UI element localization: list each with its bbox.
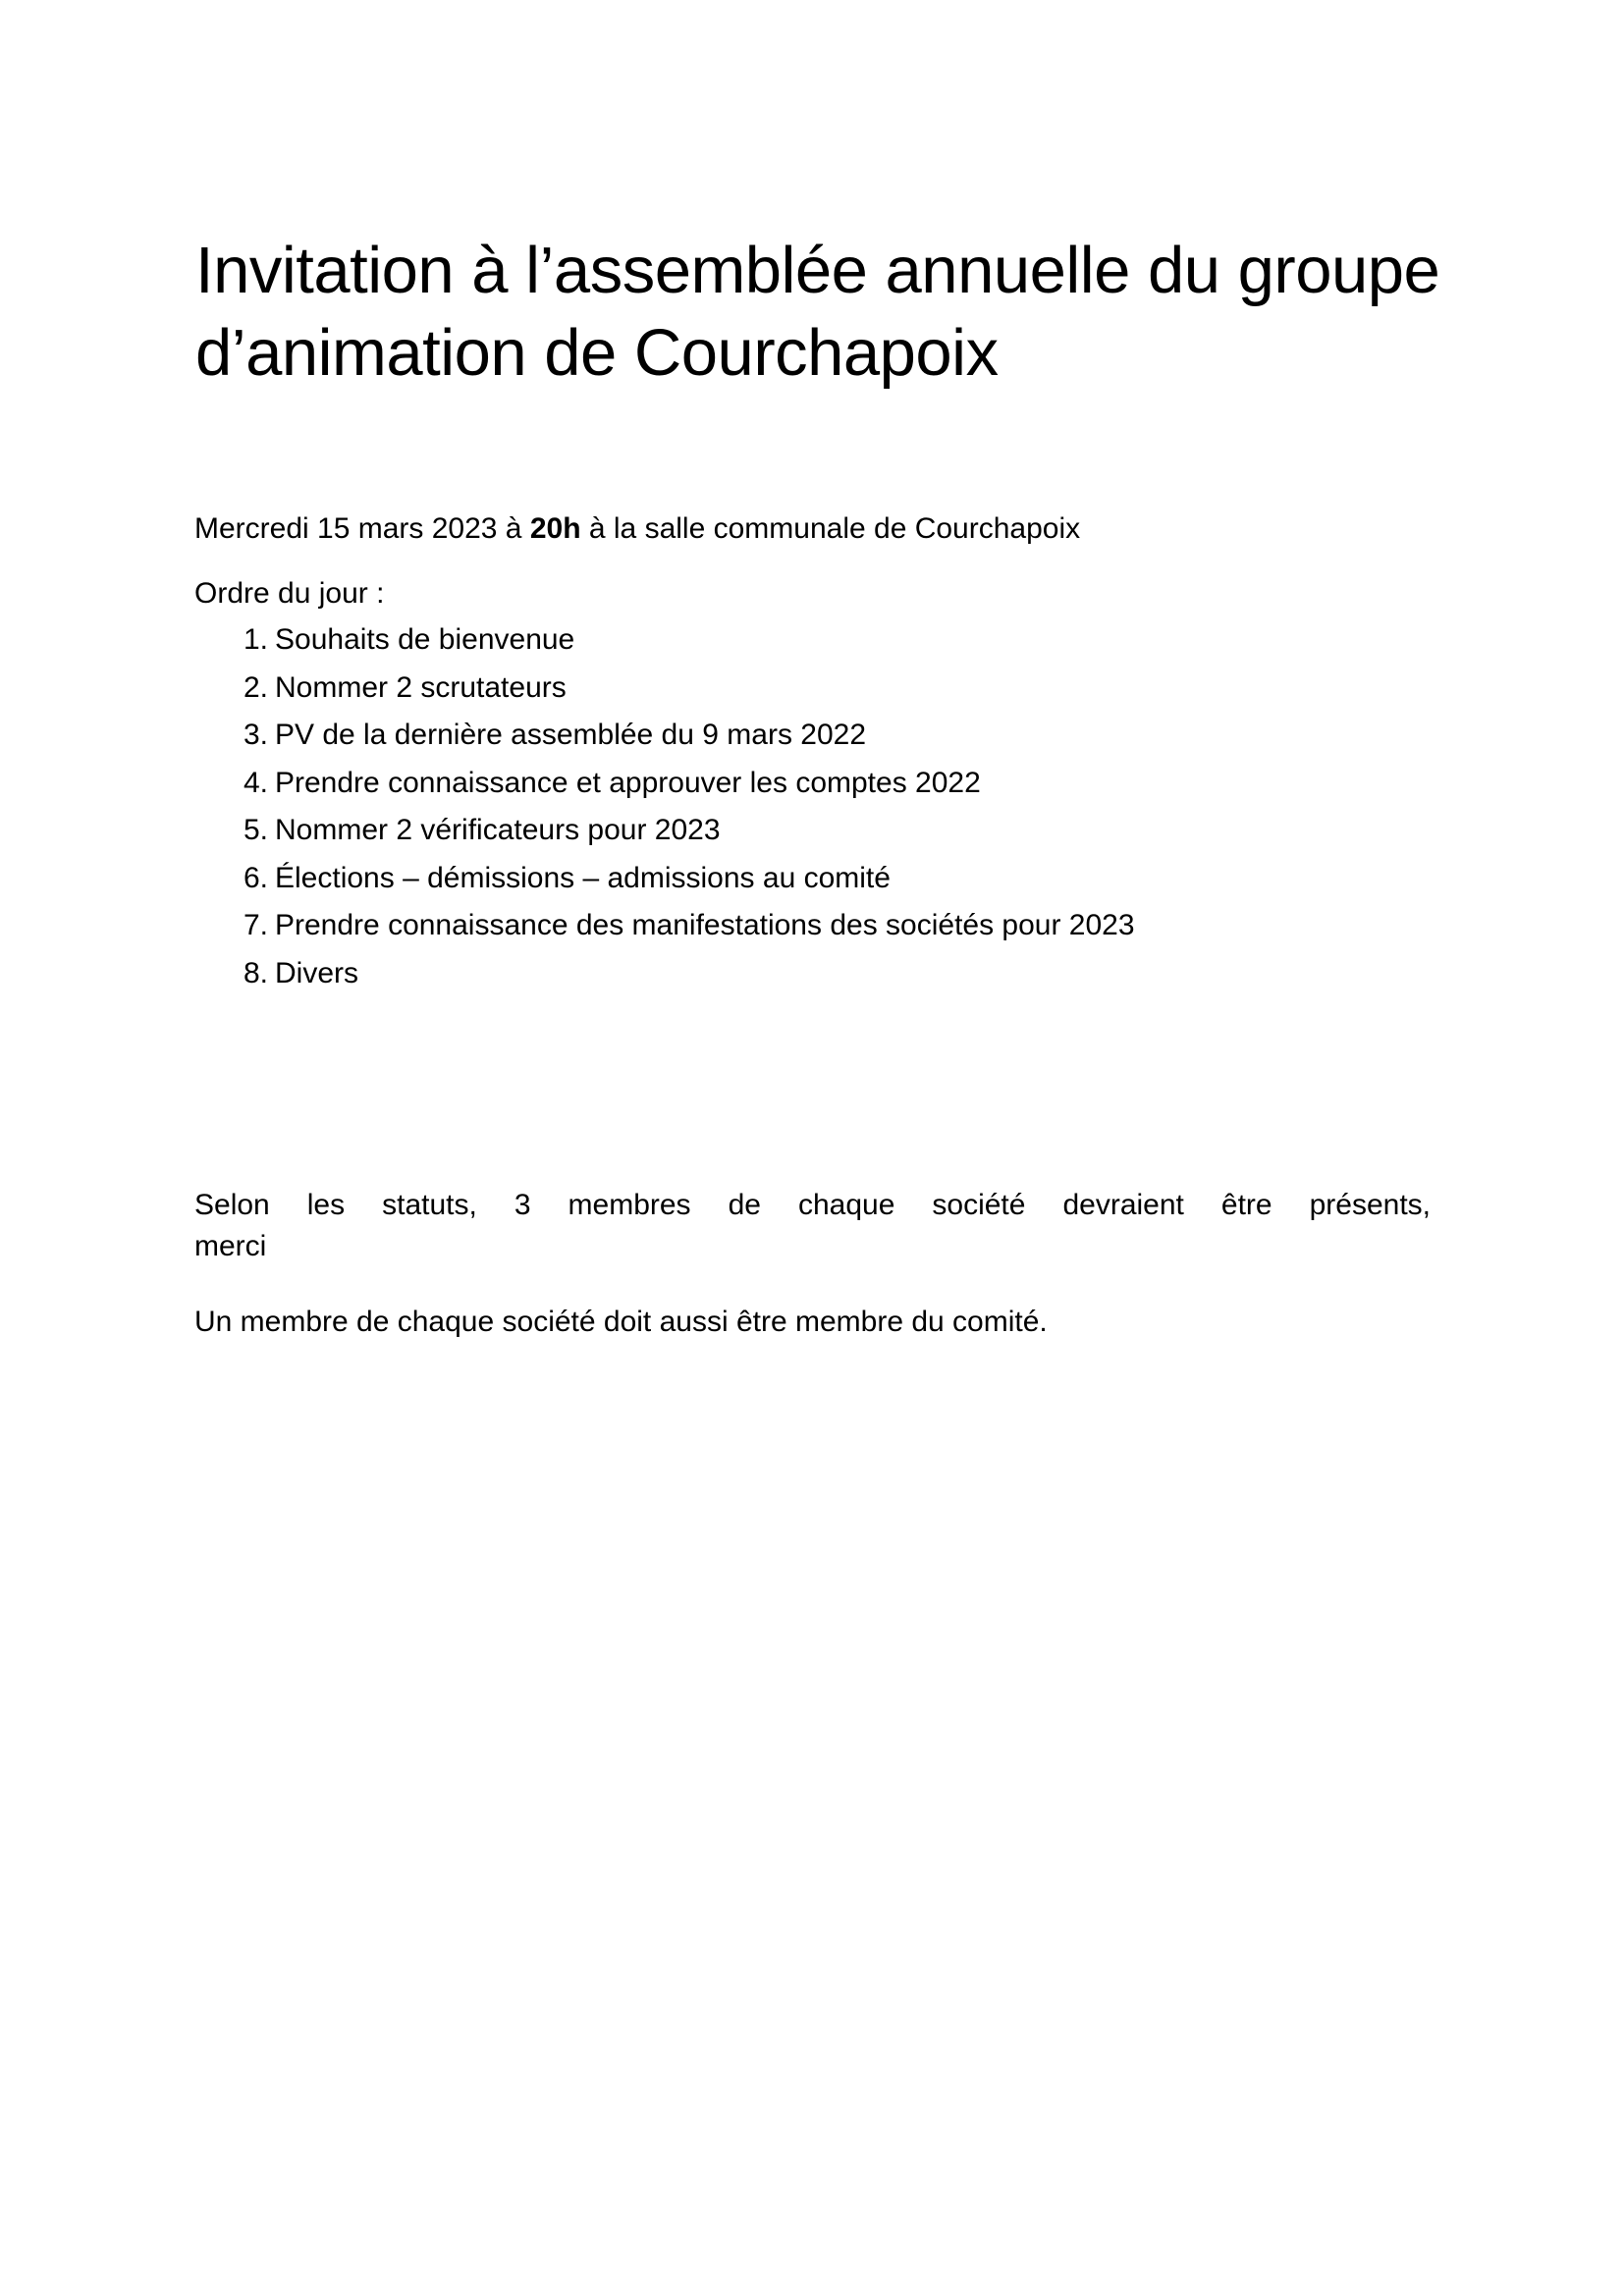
document-title: [195, 230, 1511, 395]
agenda-item-3: [194, 712, 1431, 760]
meeting-date-prefix: Mercredi 15 mars 2023 à: [194, 512, 530, 545]
agenda-item-text: Élections – démissions – admissions au comité: [275, 861, 891, 894]
agenda-heading: Ordre du jour :: [194, 577, 385, 610]
agenda-item-text: PV de la dernière assemblée du 9 mars 2022: [275, 719, 867, 751]
agenda-item-2: [194, 665, 1431, 713]
meeting-date-suffix: à la salle communale de Courchapoix: [580, 512, 1081, 545]
agenda-item-text: Nommer 2 vérificateurs pour 2023: [275, 814, 721, 846]
meeting-time-bold: 20h: [529, 512, 581, 545]
agenda-item-number: 1.: [244, 623, 269, 656]
committee-note: Un membre de chaque société doit aussi être membre du comité.: [194, 1306, 1048, 1338]
agenda-item-text: Souhaits de bienvenue: [275, 623, 575, 656]
agenda-item-8: [194, 950, 1431, 998]
agenda-item-text: Divers: [275, 956, 359, 989]
agenda-item-number: 8.: [244, 956, 269, 989]
document-title-line-2: d’animation de Courchapoix: [195, 315, 999, 390]
meeting-date-line: [194, 511, 1431, 546]
agenda-item-number: 7.: [244, 909, 269, 941]
agenda-item-number: 3.: [244, 719, 269, 751]
agenda-item-1: [194, 616, 1431, 665]
statutes-note-last-line: merci: [194, 1230, 267, 1262]
agenda-item-text: Prendre connaissance des manifestations des sociétés pour 2023: [275, 909, 1135, 941]
statutes-note-justified-line: Selon les statuts, 3 membres de chaque société devraient être présents,: [194, 1189, 1431, 1221]
agenda-item-text: Nommer 2 scrutateurs: [275, 670, 567, 704]
agenda-item-5: [194, 807, 1431, 855]
agenda-item-text: Prendre connaissance et approuver les comptes 2022: [275, 766, 981, 799]
agenda-list: [194, 616, 1431, 997]
agenda-item-6: [194, 855, 1431, 903]
agenda-item-7: [194, 902, 1431, 950]
document-title-line-1: Invitation à l’assemblée annuelle du groupe: [195, 233, 1440, 307]
agenda-item-number: 2.: [244, 670, 269, 704]
agenda-item-number: 4.: [244, 766, 269, 799]
statutes-note: [194, 1185, 1431, 1267]
agenda-item-4: [194, 760, 1431, 808]
agenda-item-number: 5.: [244, 814, 269, 846]
agenda-item-number: 6.: [244, 861, 269, 894]
